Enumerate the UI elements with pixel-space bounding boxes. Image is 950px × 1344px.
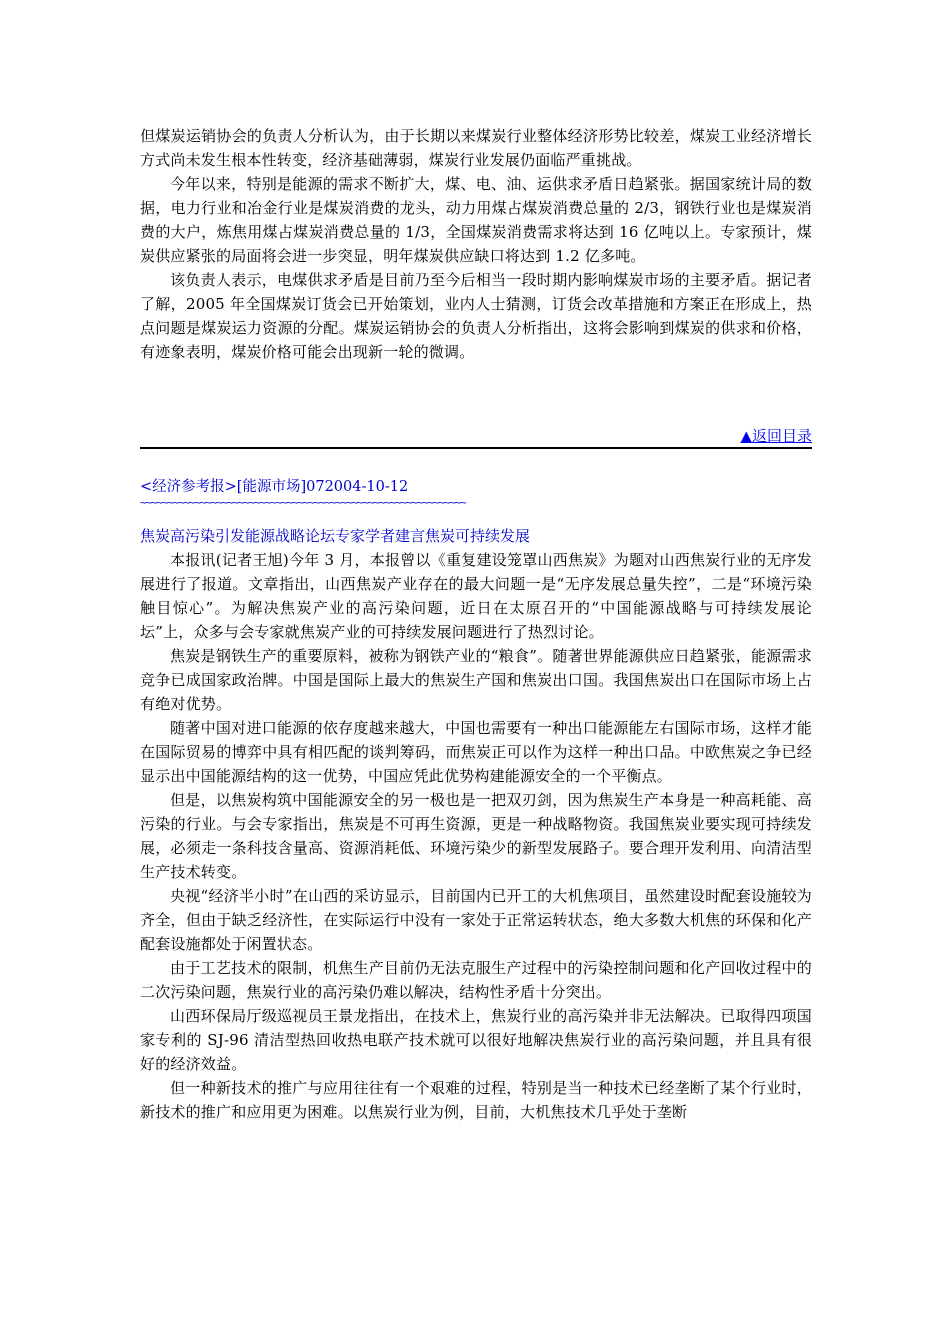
back-to-toc-link[interactable]: ▲返回目录 bbox=[740, 427, 812, 445]
article-title: 焦炭高污染引发能源战略论坛专家学者建言焦炭可持续发展 bbox=[140, 527, 531, 545]
paragraph: 由于工艺技术的限制，机焦生产目前仍无法克服生产过程中的污染控制问题和化产回收过程中的二次污染问题，焦炭行业的高污染仍难以解决，结构性矛盾十分突出。 bbox=[140, 959, 812, 1001]
paragraph: 山西环保局厅级巡视员王景龙指出，在技术上，焦炭行业的高污染并非无法解决。已取得四项国家专利的 SJ-96 清洁型热回收热电联产技术就可以很好地解决焦炭行业的高污染问题，并且具有很好的经济效益。 bbox=[140, 1007, 812, 1073]
section-divider bbox=[140, 447, 812, 449]
article-source: <经济参考报>[能源市场]072004-10-12 bbox=[140, 479, 409, 495]
paragraph: 本报讯(记者王旭)今年 3 月，本报曾以《重复建设笼罩山西焦炭》为题对山西焦炭行业的无序发展进行了报道。文章指出，山西焦炭产业存在的最大问题一是“无序发展总量失控”，二是“环境污染触目惊心”。为解决焦炭产业的高污染问题，近日在太原召开的“中国能源战略与可持续发展论坛”上，众多与会专家就焦炭产业的可持续发展问题进行了热烈讨论。 bbox=[140, 551, 812, 641]
paragraph: 但是，以焦炭构筑中国能源安全的另一极也是一把双刃剑，因为焦炭生产本身是一种高耗能、高污染的行业。与会专家指出，焦炭是不可再生资源，更是一种战略物资。我国焦炭业要实现可持续发展，必须走一条科技含量高、资源消耗低、环境污染少的新型发展路子。要合理开发利用、向清洁型生产技术转变。 bbox=[140, 791, 812, 881]
source-separator: ~~~~~~~~~~~~~~~~~~~~~~~~~~~~~~~~~~~~~~~~~~~~~~~~~~~~~~~~~~~~ bbox=[140, 496, 466, 509]
paragraph: 但一种新技术的推广与应用往往有一个艰难的过程，特别是当一种技术已经垄断了某个行业时，新技术的推广和应用更为困难。以焦炭行业为例，目前，大机焦技术几乎处于垄断 bbox=[140, 1079, 812, 1121]
paragraph: 随著中国对进口能源的依存度越来越大，中国也需要有一种出口能源能左右国际市场，这样才能在国际贸易的博弈中具有相匹配的谈判筹码，而焦炭正可以作为这样一种出口品。中欧焦炭之争已经显示出中国能源结构的这一优势，中国应凭此优势构建能源安全的一个平衡点。 bbox=[140, 719, 812, 785]
paragraph: 今年以来，特别是能源的需求不断扩大，煤、电、油、运供求矛盾日趋紧张。据国家统计局的数据，电力行业和冶金行业是煤炭消费的龙头，动力用煤占煤炭消费总量的 2/3，钢铁行业也是煤炭消费的大户，炼焦用煤占煤炭消费总量的 1/3，全国煤炭消费需求将达到 16 亿吨以上。专家预计，煤炭供应紧张的局面将会进一步突显，明年煤炭供应缺口将达到 1.2 亿多吨。 bbox=[140, 175, 812, 265]
paragraph: 焦炭是钢铁生产的重要原料，被称为钢铁产业的“粮食”。随著世界能源供应日趋紧张，能源需求竞争已成国家政治牌。中国是国际上最大的焦炭生产国和焦炭出口国。我国焦炭出口在国际市场上占有绝对优势。 bbox=[140, 647, 812, 713]
article-body bbox=[140, 524, 812, 1124]
paragraph: 该负责人表示，电煤供求矛盾是目前乃至今后相当一段时期内影响煤炭市场的主要矛盾。据记者了解，2005 年全国煤炭订货会已开始策划，业内人士猜测，订货会改革措施和方案正在形成上，热点问题是煤炭运力资源的分配。煤炭运销协会的负责人分析指出，这将会影响到煤炭的供求和价格，有迹象表明，煤炭价格可能会出现新一轮的微调。 bbox=[140, 271, 812, 361]
top-section bbox=[140, 124, 812, 364]
back-to-toc-row bbox=[140, 424, 812, 448]
paragraph: 央视“经济半小时”在山西的采访显示，目前国内已开工的大机焦项目，虽然建设时配套设施较为齐全，但由于缺乏经济性，在实际运行中没有一家处于正常运转状态，绝大多数大机焦的环保和化产配套设施都处于闲置状态。 bbox=[140, 887, 812, 953]
paragraph: 但煤炭运销协会的负责人分析认为，由于长期以来煤炭行业整体经济形势比较差，煤炭工业经济增长方式尚未发生根本性转变，经济基础薄弱，煤炭行业发展仍面临严重挑战。 bbox=[140, 127, 812, 169]
